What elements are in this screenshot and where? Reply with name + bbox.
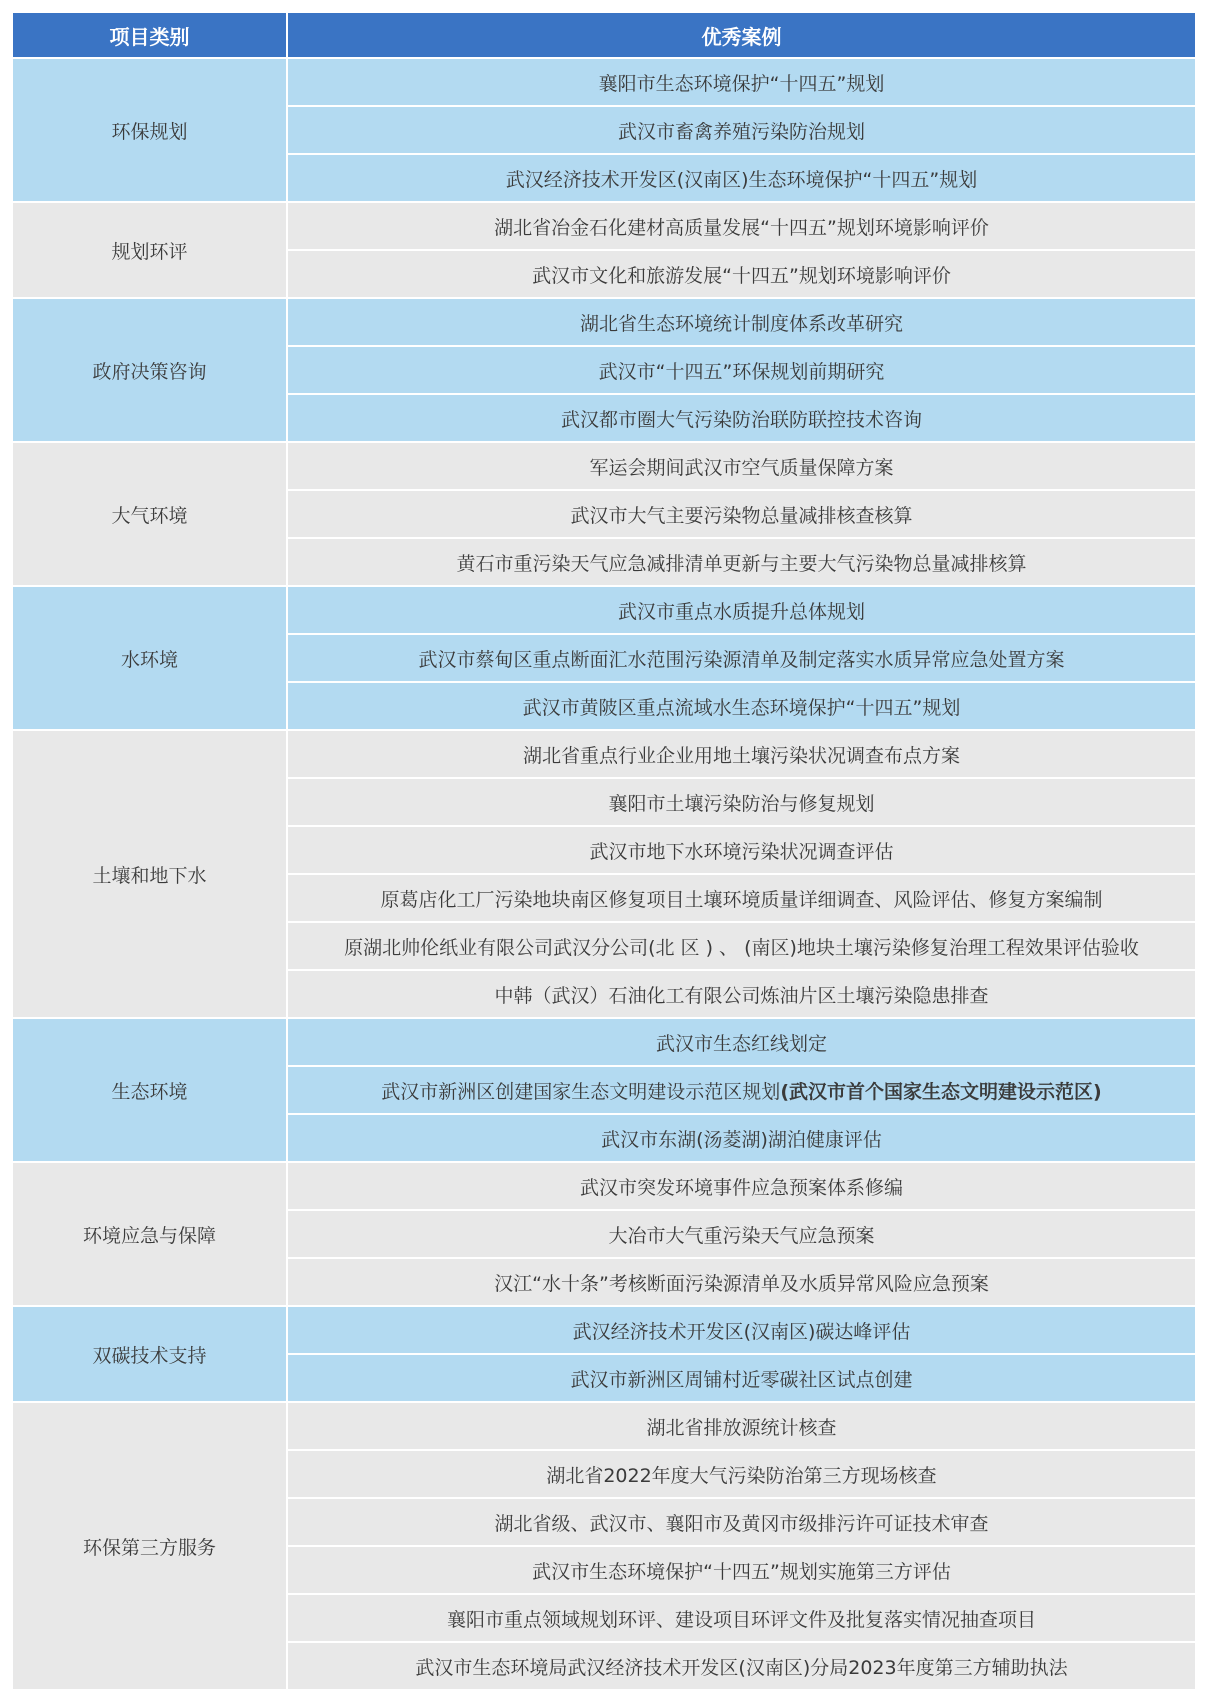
case-cell: 大冶市大气重污染天气应急预案 — [287, 1210, 1195, 1258]
case-cell: 汉江“水十条”考核断面污染源清单及水质异常风险应急预案 — [287, 1258, 1195, 1306]
case-cell: 武汉市生态环境局武汉经济技术开发区(汉南区)分局2023年度第三方辅助执法 — [287, 1642, 1195, 1689]
case-cell: 湖北省冶金石化建材高质量发展“十四五”规划环境影响评价 — [287, 202, 1195, 250]
category-cell: 政府决策咨询 — [13, 298, 287, 442]
category-cell: 环保规划 — [13, 58, 287, 202]
header-row — [13, 13, 1195, 58]
category-cell: 水环境 — [13, 586, 287, 730]
case-cell: 武汉市畜禽养殖污染防治规划 — [287, 106, 1195, 154]
cases-table-container — [13, 13, 1195, 1689]
header-category: 项目类别 — [13, 13, 287, 58]
case-cell: 武汉市突发环境事件应急预案体系修编 — [287, 1162, 1195, 1210]
case-cell: 湖北省级、武汉市、襄阳市及黄冈市级排污许可证技术审查 — [287, 1498, 1195, 1546]
case-cell: 黄石市重污染天气应急减排清单更新与主要大气污染物总量减排核算 — [287, 538, 1195, 586]
case-cell: 武汉市蔡甸区重点断面汇水范围污染源清单及制定落实水质异常应急处置方案 — [287, 634, 1195, 682]
case-cell — [287, 1066, 1195, 1114]
group-env-planning — [13, 58, 1195, 202]
case-cell: 武汉市“十四五”环保规划前期研究 — [287, 346, 1195, 394]
case-cell: 原湖北帅伦纸业有限公司武汉分公司(北 区 ) 、 (南区)地块土壤污染修复治理工程效果评估验收 — [287, 922, 1195, 970]
case-note-bold: (武汉市首个国家生态文明建设示范区) — [780, 1080, 1102, 1103]
group-water — [13, 586, 1195, 730]
case-cell: 湖北省生态环境统计制度体系改革研究 — [287, 298, 1195, 346]
case-cell: 中韩（武汉）石油化工有限公司炼油片区土壤污染隐患排查 — [287, 970, 1195, 1018]
case-cell: 武汉市重点水质提升总体规划 — [287, 586, 1195, 634]
category-cell: 环保第三方服务 — [13, 1402, 287, 1689]
case-cell: 原葛店化工厂污染地块南区修复项目土壤环境质量详细调查、风险评估、修复方案编制 — [287, 874, 1195, 922]
case-cell: 武汉市新洲区周铺村近零碳社区试点创建 — [287, 1354, 1195, 1402]
category-cell: 生态环境 — [13, 1018, 287, 1162]
case-cell: 军运会期间武汉市空气质量保障方案 — [287, 442, 1195, 490]
group-carbon — [13, 1306, 1195, 1402]
case-cell: 武汉市生态环境保护“十四五”规划实施第三方评估 — [287, 1546, 1195, 1594]
case-cell: 武汉都市圈大气污染防治联防联控技术咨询 — [287, 394, 1195, 442]
case-text: 武汉市新洲区创建国家生态文明建设示范区规划 — [381, 1080, 781, 1103]
category-cell: 规划环评 — [13, 202, 287, 298]
group-ecology — [13, 1018, 1195, 1162]
case-cell: 武汉经济技术开发区(汉南区)碳达峰评估 — [287, 1306, 1195, 1354]
category-cell: 大气环境 — [13, 442, 287, 586]
case-cell: 武汉市生态红线划定 — [287, 1018, 1195, 1066]
case-cell: 武汉市大气主要污染物总量减排核查核算 — [287, 490, 1195, 538]
case-cell: 湖北省排放源统计核查 — [287, 1402, 1195, 1450]
case-cell: 襄阳市生态环境保护“十四五”规划 — [287, 58, 1195, 106]
case-cell: 武汉市东湖(汤菱湖)湖泊健康评估 — [287, 1114, 1195, 1162]
group-soil-groundwater — [13, 730, 1195, 1018]
case-cell: 湖北省2022年度大气污染防治第三方现场核查 — [287, 1450, 1195, 1498]
cases-table — [13, 13, 1195, 1689]
category-cell: 环境应急与保障 — [13, 1162, 287, 1306]
case-cell: 襄阳市土壤污染防治与修复规划 — [287, 778, 1195, 826]
group-gov-consulting — [13, 298, 1195, 442]
case-cell: 武汉市地下水环境污染状况调查评估 — [287, 826, 1195, 874]
group-planning-eia — [13, 202, 1195, 298]
group-atmosphere — [13, 442, 1195, 586]
header-cases: 优秀案例 — [287, 13, 1195, 58]
case-cell: 武汉市黄陂区重点流域水生态环境保护“十四五”规划 — [287, 682, 1195, 730]
category-cell: 土壤和地下水 — [13, 730, 287, 1018]
case-cell: 襄阳市重点领域规划环评、建设项目环评文件及批复落实情况抽查项目 — [287, 1594, 1195, 1642]
group-emergency — [13, 1162, 1195, 1306]
case-cell: 武汉经济技术开发区(汉南区)生态环境保护“十四五”规划 — [287, 154, 1195, 202]
category-cell: 双碳技术支持 — [13, 1306, 287, 1402]
case-cell: 湖北省重点行业企业用地土壤污染状况调查布点方案 — [287, 730, 1195, 778]
case-cell: 武汉市文化和旅游发展“十四五”规划环境影响评价 — [287, 250, 1195, 298]
